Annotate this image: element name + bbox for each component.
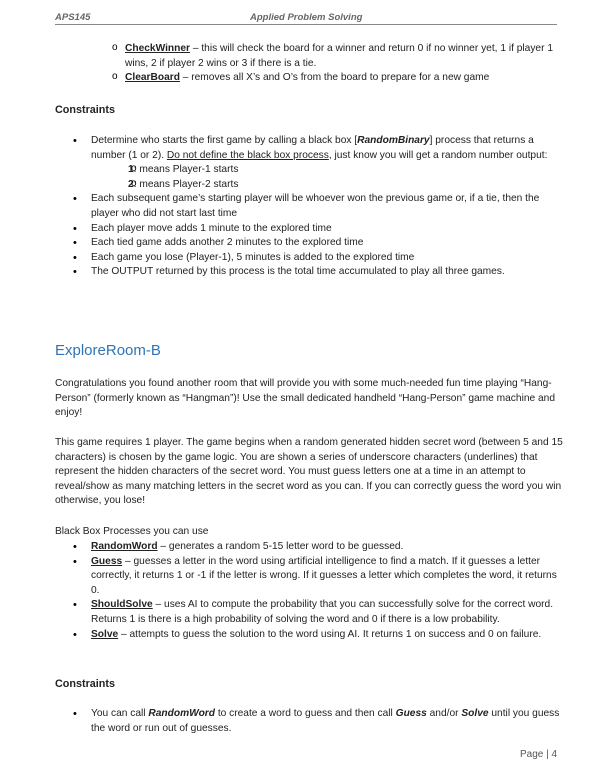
page-header xyxy=(55,10,557,25)
list-item: • Guess – guesses a letter in the word using artificial intelligence to find a match. If it guesses a letter correctly, it returns 1 or -1 if the letter is wrong. If it guesses a letter which completes the word, it returns 0. xyxy=(55,555,565,599)
list-item: • Each subsequent game’s starting player will be whoever won the previous game or, if a tie, then the player who did not start last time xyxy=(55,192,565,221)
constraints-list-2 xyxy=(55,707,565,736)
list-item: o CheckWinner – this will check the board for a winner and return 0 if no winner yet, 1 if player 1 wins, 2 if player 2 wins or 3 if there is a tie. xyxy=(55,42,565,71)
bb-list xyxy=(55,540,565,642)
list-item: • Determine who starts the first game by calling a black box [RandomBinary] process that returns a number (1 or 2). Do not define the black box process, just know you will get a random number output: o 1: means Player-1 starts o 2: means Player-2 starts xyxy=(55,134,565,192)
intro-paragraph: Congratulations you found another room that will provide you with some much-needed fun time playing “Hang-Person” (formerly known as “Hangman”)! Use the small dedicated handheld “Hang-Person” game machine and enjoy! xyxy=(55,378,555,419)
list-item: • Each player move adds 1 minute to the explored time xyxy=(55,222,565,237)
list-item: • You can call RandomWord to create a word to guess and then call Guess and/or Solve until you guess the word or run out of guesses. xyxy=(55,707,565,736)
top-sublist xyxy=(55,42,565,86)
page-number: Page | 4 xyxy=(520,749,558,760)
list-item: • Each tied game adds another 2 minutes to the explored time xyxy=(55,236,565,251)
list-item: • ShouldSolve – uses AI to compute the probability that you can successfully solve for the correct word. Returns 1 is there is a high probability of solving the word and 0 if there is a low probability. xyxy=(55,598,565,627)
list-item: o ClearBoard – removes all X’s and O’s from the board to prepare for a new game xyxy=(55,71,565,86)
list-item: • The OUTPUT returned by this process is the total time accumulated to play all three games. xyxy=(55,265,565,280)
list-item: • RandomWord – generates a random 5-15 letter word to be guessed. xyxy=(55,540,565,555)
list-item: o 1: means Player-1 starts xyxy=(91,163,565,178)
bb-intro: Black Box Processes you can use xyxy=(55,526,209,537)
list-item: o 2: means Player-2 starts xyxy=(91,178,565,193)
constraints-list xyxy=(55,134,565,280)
constraints-heading-2: Constraints xyxy=(55,678,115,690)
list-item: • Solve – attempts to guess the solution to the word using AI. It returns 1 on success and 0 on failure. xyxy=(55,628,565,643)
list-item: • Each game you lose (Player-1), 5 minutes is added to the explored time xyxy=(55,251,565,266)
course-title: Applied Problem Solving xyxy=(250,12,363,23)
section-title: ExploreRoom-B xyxy=(55,342,161,359)
rules-paragraph: This game requires 1 player. The game begins when a random generated hidden secret word (between 5 and 15 characters) is chosen by the game logic. You are shown a series of underscore characters (underlines) that represent the hidden characters of the secret word. You must guess letters one at a time in an attempt to reveal/show as many matching letters in the secret word as you can. If you can correctly guess the word you win otherwise, you lose! xyxy=(55,437,563,507)
course-code: APS145 xyxy=(55,12,91,23)
constraints-heading: Constraints xyxy=(55,104,115,116)
